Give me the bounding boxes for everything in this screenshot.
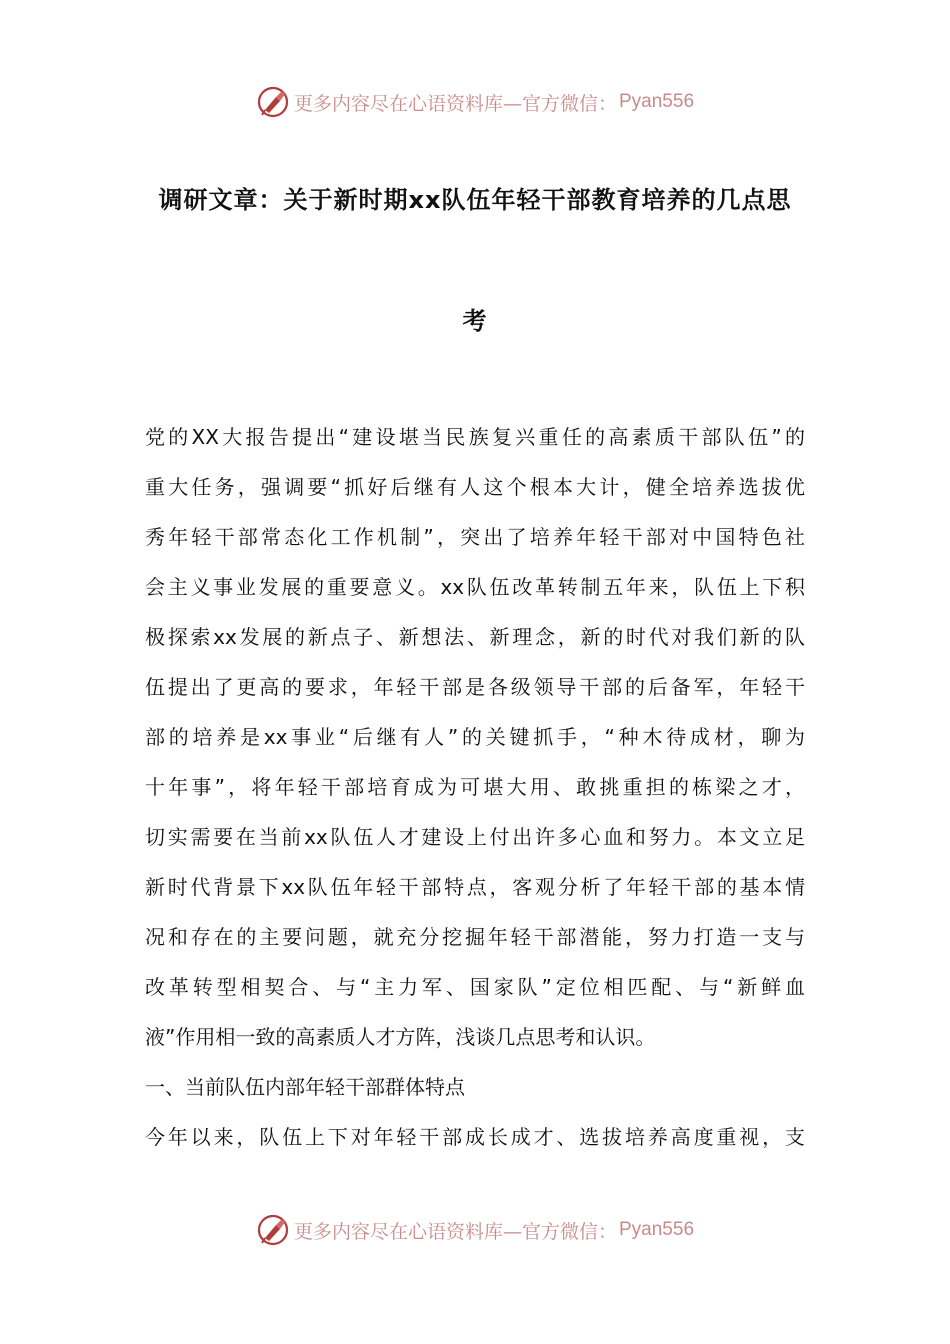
body-line: 部的培养是xx事业“后继有人”的关键抓手，“种木待成材，聊为 <box>145 725 805 749</box>
section-heading: 一、当前队伍内部年轻干部群体特点 <box>145 1075 465 1099</box>
banner-wechat-id: Pyan556 <box>619 91 695 112</box>
body-line: 党的XX大报告提出“建设堪当民族复兴重任的高素质干部队伍”的 <box>145 425 805 449</box>
banner-text: 更多内容尽在心语资料库—官方微信： <box>293 1220 617 1243</box>
banner-text: 更多内容尽在心语资料库—官方微信： <box>293 92 617 115</box>
body-line: 秀年轻干部常态化工作机制”，突出了培养年轻干部对中国特色社 <box>145 525 805 549</box>
pen-logo-icon <box>256 1213 290 1247</box>
document-title-line-2: 考 <box>462 307 488 335</box>
document-title-line-1: 调研文章：关于新时期xx队伍年轻干部教育培养的几点思 <box>158 186 792 214</box>
body-line: 新时代背景下xx队伍年轻干部特点，客观分析了年轻干部的基本情 <box>145 875 805 899</box>
document-body <box>145 412 805 1162</box>
body-line: 况和存在的主要问题，就充分挖掘年轻干部潜能，努力打造一支与 <box>145 925 805 949</box>
footer-watermark-banner <box>0 1208 950 1252</box>
body-line: 液”作用相一致的高素质人才方阵，浅谈几点思考和认识。 <box>145 1025 656 1049</box>
body-line: 十年事”，将年轻干部培育成为可堪大用、敢挑重担的栋梁之才， <box>145 775 805 799</box>
body-line: 极探索xx发展的新点子、新想法、新理念，新的时代对我们新的队 <box>145 625 805 649</box>
body-line: 切实需要在当前xx队伍人才建设上付出许多心血和努力。本文立足 <box>145 825 805 849</box>
body-line: 会主义事业发展的重要意义。xx队伍改革转制五年来，队伍上下积 <box>145 575 805 599</box>
body-line: 伍提出了更高的要求，年轻干部是各级领导干部的后备军，年轻干 <box>145 675 805 699</box>
banner-wechat-id: Pyan556 <box>619 1219 695 1240</box>
pen-logo-icon <box>256 85 290 119</box>
body-line: 改革转型相契合、与“主力军、国家队”定位相匹配、与“新鲜血 <box>145 975 805 999</box>
body-line: 今年以来，队伍上下对年轻干部成长成才、选拔培养高度重视，支 <box>145 1125 805 1149</box>
header-watermark-banner <box>0 80 950 124</box>
body-line: 重大任务，强调要“抓好后继有人这个根本大计，健全培养选拔优 <box>145 475 805 499</box>
